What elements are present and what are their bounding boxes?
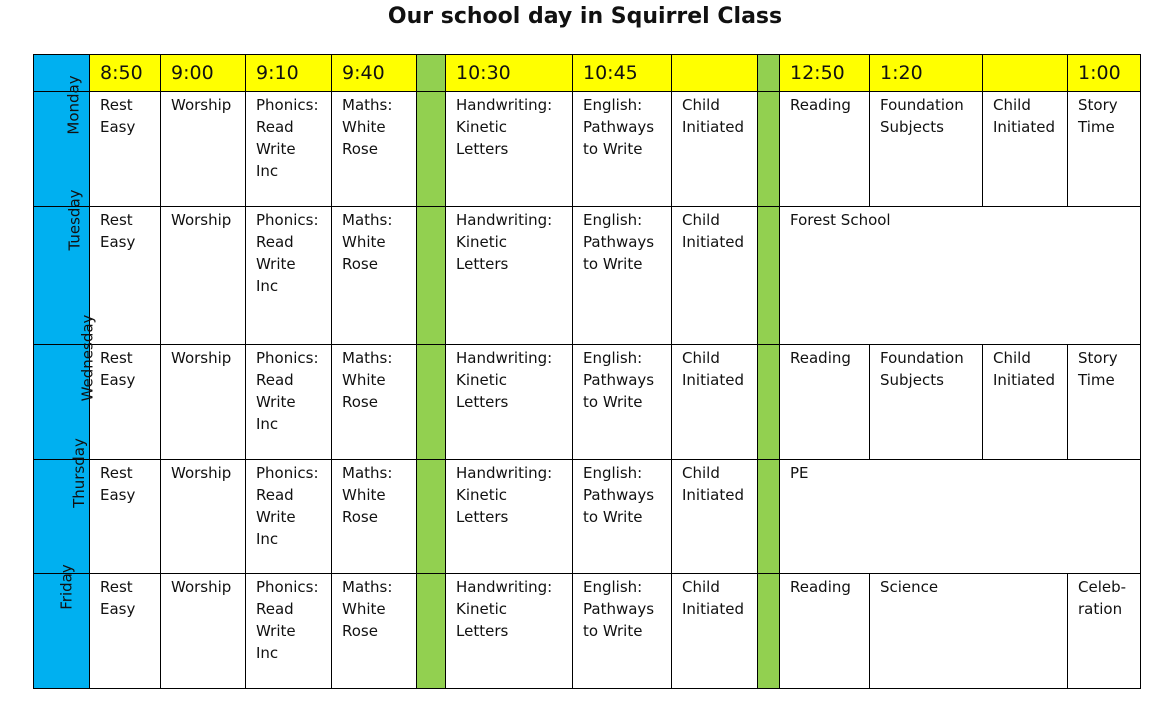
lesson-cell: Maths: White Rose (332, 92, 417, 207)
lesson-cell: Handwriting: Kinetic Letters (446, 207, 573, 345)
day-label: Friday (57, 564, 76, 610)
lesson-cell: English: Pathways to Write (573, 574, 672, 689)
lesson-cell: Foundation Subjects (870, 92, 983, 207)
time-header: 10:45 (573, 55, 672, 92)
lesson-cell: Child Initiated (672, 460, 758, 574)
lesson-cell: English: Pathways to Write (573, 345, 672, 460)
break-bar-2 (758, 92, 780, 207)
lesson-cell: Reading (780, 92, 870, 207)
time-header: 1:00 (1068, 55, 1141, 92)
lesson-cell: Rest Easy (90, 574, 161, 689)
break-bar-1 (417, 207, 446, 345)
day-label: Monday (64, 75, 83, 135)
lesson-cell: Story Time (1068, 345, 1141, 460)
break-bar-1 (417, 55, 446, 92)
lesson-cell: Maths: White Rose (332, 460, 417, 574)
lesson-cell: Story Time (1068, 92, 1141, 207)
lesson-cell: Rest Easy (90, 345, 161, 460)
lesson-cell: Phonics: Read Write Inc (246, 207, 332, 345)
day-label: Tuesday (65, 189, 84, 251)
lesson-cell: Reading (780, 574, 870, 689)
day-row-wednesday (34, 345, 1141, 460)
time-header: 9:40 (332, 55, 417, 92)
lesson-cell: Reading (780, 345, 870, 460)
lesson-cell: Child Initiated (983, 92, 1068, 207)
lesson-cell: Phonics: Read Write Inc (246, 92, 332, 207)
lesson-cell: Maths: White Rose (332, 207, 417, 345)
lesson-cell: Worship (161, 460, 246, 574)
break-bar-2 (758, 55, 780, 92)
break-bar-2 (758, 574, 780, 689)
lesson-cell: Celeb-ration (1068, 574, 1141, 689)
time-header: 12:50 (780, 55, 870, 92)
day-row-friday (34, 574, 1141, 689)
lesson-cell: Child Initiated (983, 345, 1068, 460)
day-row-tuesday (34, 207, 1141, 345)
lesson-cell: Rest Easy (90, 207, 161, 345)
lesson-cell: English: Pathways to Write (573, 92, 672, 207)
lesson-cell: Phonics: Read Write Inc (246, 574, 332, 689)
lesson-cell: Worship (161, 92, 246, 207)
lesson-cell: Child Initiated (672, 345, 758, 460)
day-label-cell (34, 564, 90, 689)
time-header (983, 55, 1068, 92)
time-header: 9:00 (161, 55, 246, 92)
lesson-cell: Rest Easy (90, 460, 161, 574)
break-bar-1 (417, 345, 446, 460)
lesson-cell: Child Initiated (672, 574, 758, 689)
lesson-cell: Handwriting: Kinetic Letters (446, 574, 573, 689)
break-bar-2 (758, 207, 780, 345)
lesson-cell: Forest School (780, 207, 1141, 345)
lesson-cell: Phonics: Read Write Inc (246, 460, 332, 574)
lesson-cell: Handwriting: Kinetic Letters (446, 460, 573, 574)
page-title: Our school day in Squirrel Class (387, 4, 783, 29)
time-header: 8:50 (90, 55, 161, 92)
lesson-cell: Child Initiated (672, 92, 758, 207)
lesson-cell: Worship (161, 574, 246, 689)
break-bar-1 (417, 574, 446, 689)
lesson-cell: Maths: White Rose (332, 345, 417, 460)
day-label: Thursday (69, 438, 88, 508)
break-bar-2 (758, 345, 780, 460)
day-row-monday (34, 92, 1141, 207)
day-label: Wednesday (78, 314, 97, 402)
day-label-cell (34, 438, 90, 574)
lesson-cell: English: Pathways to Write (573, 460, 672, 574)
timetable (33, 54, 1141, 689)
time-header (672, 55, 758, 92)
lesson-cell: English: Pathways to Write (573, 207, 672, 345)
break-bar-2 (758, 460, 780, 574)
lesson-cell: Phonics: Read Write Inc (246, 345, 332, 460)
lesson-cell: Worship (161, 345, 246, 460)
lesson-cell: Maths: White Rose (332, 574, 417, 689)
break-bar-1 (417, 92, 446, 207)
lesson-cell: Science (870, 574, 1068, 689)
lesson-cell: Handwriting: Kinetic Letters (446, 92, 573, 207)
break-bar-1 (417, 460, 446, 574)
lesson-cell: Worship (161, 207, 246, 345)
time-header: 1:20 (870, 55, 983, 92)
lesson-cell: Foundation Subjects (870, 345, 983, 460)
lesson-cell: Child Initiated (672, 207, 758, 345)
time-header: 10:30 (446, 55, 573, 92)
time-header: 9:10 (246, 55, 332, 92)
day-row-thursday (34, 460, 1141, 574)
lesson-cell: Rest Easy (90, 92, 161, 207)
lesson-cell: PE (780, 460, 1141, 574)
lesson-cell: Handwriting: Kinetic Letters (446, 345, 573, 460)
